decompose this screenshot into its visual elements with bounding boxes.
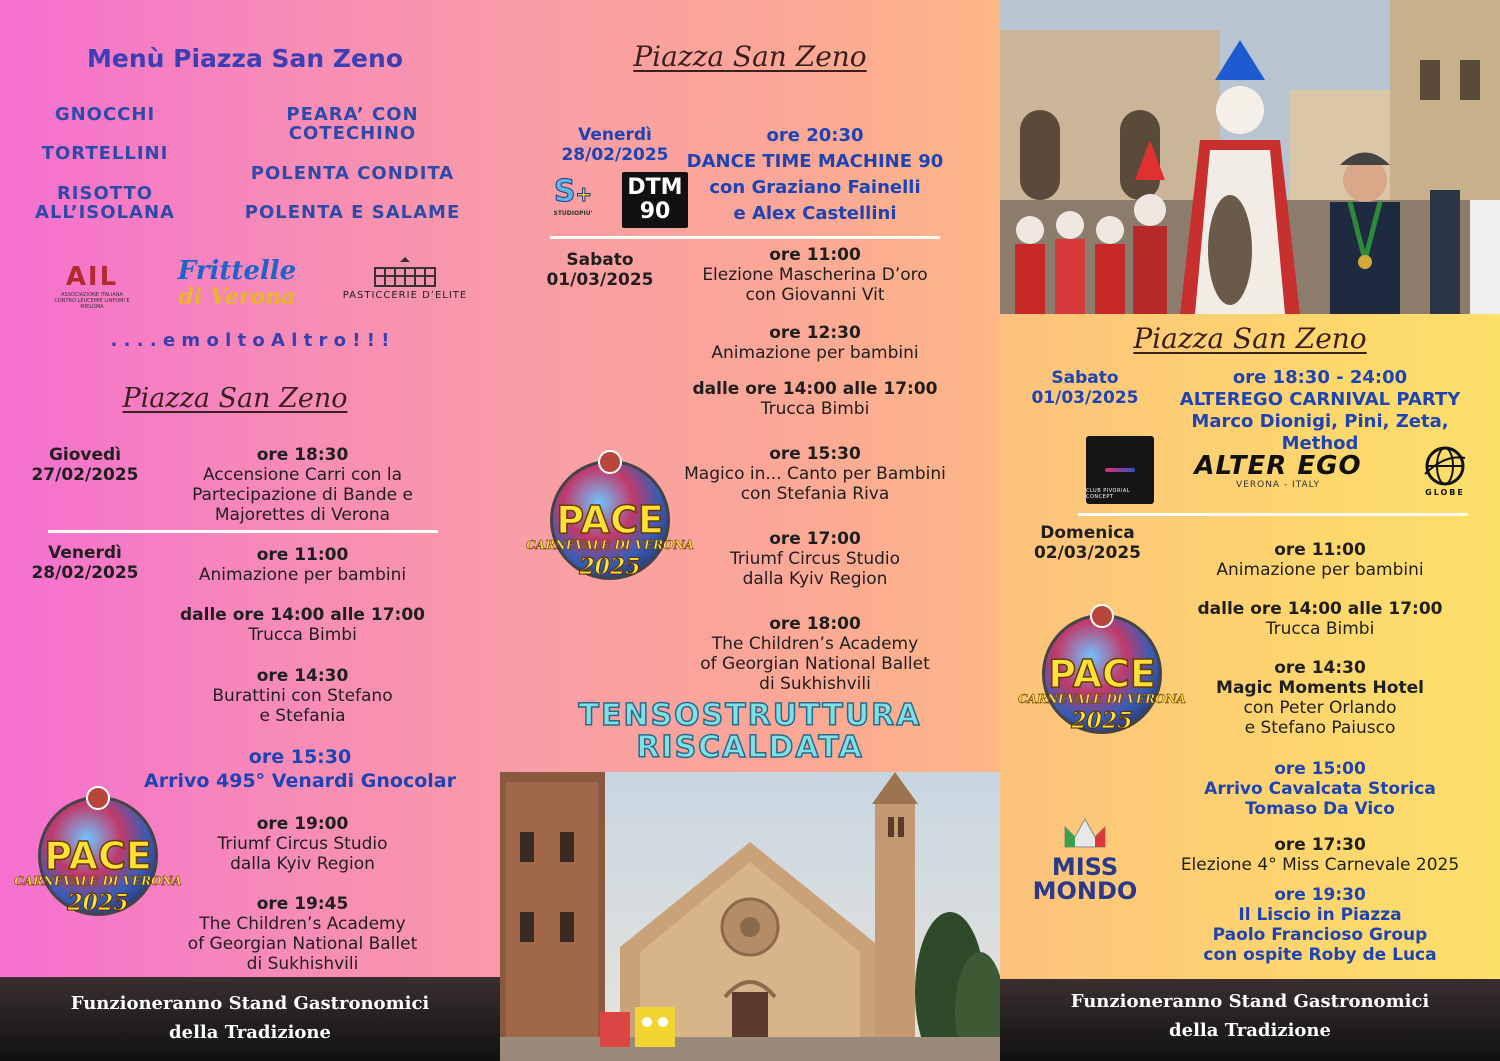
date-value: 28/02/2025 (561, 145, 669, 165)
tensostruttura-banner (540, 700, 960, 764)
menu-item-cotechino: COTECHINO (288, 123, 417, 144)
event-line: e Alex Castellini (733, 203, 897, 224)
studiopiu-text: STUDIOPIU' (553, 209, 593, 217)
pace-word: PACE (44, 834, 152, 878)
date-day: Venerdì (578, 125, 652, 145)
club-concept-logo (1086, 436, 1154, 504)
basilica-san-zeno-photo (500, 772, 1000, 1061)
event-line: Trucca Bimbi (248, 625, 357, 645)
pace-carnevale-logo (1018, 604, 1186, 744)
date-venerdi (20, 543, 150, 583)
event-domenica-1930 (1170, 885, 1470, 965)
date-day: Venerdì (48, 543, 122, 563)
event-time: ore 15:30 (769, 444, 861, 464)
event-line: Paolo Francioso Group (1212, 925, 1428, 945)
event-venerdi-trucca (170, 605, 435, 645)
event-giovedi-1830 (170, 445, 435, 525)
event-line: Animazione per bambini (1216, 560, 1424, 580)
event-venerdi-1945 (170, 894, 435, 974)
event-line: Magic Moments Hotel (1216, 678, 1424, 698)
right-heading: Piazza San Zeno (1133, 322, 1367, 355)
event-time: ore 15:00 (1274, 759, 1366, 779)
event-time: dalle ore 14:00 alle 17:00 (180, 605, 425, 625)
date-day: Domenica (1040, 523, 1135, 543)
divider (550, 236, 940, 239)
mondo-text: MONDO (1032, 877, 1138, 905)
menu-item-gnocchi: GNOCCHI (54, 104, 156, 125)
left-panel (0, 0, 500, 1061)
event-line: Magico in... Canto per Bambini (684, 464, 946, 484)
club-logo-text: CLUB PIVORIAL CONCEPT (1086, 488, 1131, 500)
menu-item-polenta-salame: POLENTA E SALAME (244, 202, 461, 223)
event-time: dalle ore 14:00 alle 17:00 (1197, 599, 1443, 619)
dtm-text: DTM (627, 175, 683, 200)
pasticcerie-logo (340, 248, 470, 308)
date-sabato-right (1020, 368, 1150, 408)
event-line: Animazione per bambini (198, 565, 407, 585)
menu-item-polenta-condita: POLENTA CONDITA (250, 163, 455, 184)
left-footer (0, 977, 500, 1061)
event-domenica-1430 (1185, 658, 1455, 738)
event-line: con Giovanni Vit (745, 285, 885, 305)
event-line: dalla Kyiv Region (230, 854, 375, 874)
event-domenica-trucca (1185, 599, 1455, 639)
event-time: ore 19:00 (256, 814, 349, 834)
pace-carnevale-logo (526, 450, 694, 590)
event-line: ALTEREGO CARNIVAL PARTY (1179, 389, 1461, 410)
event-line: di Sukhishvili (246, 954, 359, 974)
crest-icon (1090, 604, 1114, 628)
event-line: of Georgian National Ballet (187, 934, 418, 954)
event-line: Tomaso Da Vico (1245, 799, 1395, 819)
event-line: e Stefania (259, 706, 346, 726)
event-sabato-1230 (680, 323, 950, 363)
menu-item-tortellini: TORTELLINI (41, 143, 169, 164)
right-footer (1000, 979, 1500, 1061)
alterego-logo-text: ALTER EGO (1194, 451, 1362, 481)
event-time: ore 12:30 (769, 323, 861, 343)
pace-word: PACE (556, 498, 664, 542)
event-time: ore 17:00 (769, 529, 861, 549)
crown-icon (1060, 815, 1110, 851)
ail-logo-caption: ASSOCIAZIONE ITALIANA CONTRO LEUCEMIE LINFOMI E MIELOMA (54, 292, 130, 310)
left-heading: Piazza San Zeno (122, 383, 348, 414)
miss-mondo-logo (1020, 815, 1150, 903)
footer-line: Funzioneranno Stand Gastronomici (70, 993, 430, 1014)
event-line: di Sukhishvili (759, 674, 871, 694)
event-line: Elezione Mascherina D’oro (702, 265, 928, 285)
event-line: Majorettes di Verona (214, 505, 391, 525)
event-venerdi-1100 (170, 545, 435, 585)
frittelle-logo (172, 248, 302, 318)
event-line: Trucca Bimbi (1265, 619, 1375, 639)
event-line: Marco Dionigi, Pini, Zeta, Method (1191, 411, 1449, 454)
event-line: con ospite Roby de Luca (1203, 945, 1437, 965)
event-time: ore 11:00 (769, 245, 861, 265)
ail-logo-text: AIL (65, 262, 119, 292)
event-time: ore 18:00 (769, 614, 861, 634)
event-line: con Peter Orlando (1243, 698, 1397, 718)
event-line: DANCE TIME MACHINE 90 (686, 151, 944, 172)
event-line: Elezione 4° Miss Carnevale 2025 (1180, 855, 1460, 875)
divider (1078, 513, 1468, 516)
event-time: ore 17:30 (1274, 835, 1366, 855)
event-time: ore 14:30 (1274, 658, 1366, 678)
date-venerdi-mid (540, 125, 690, 165)
event-line: Burattini con Stefano (212, 686, 393, 706)
carnival-parade-photo (1000, 0, 1500, 314)
menu-item-isolana: ALL’ISOLANA (35, 202, 175, 223)
alterego-logo (1178, 446, 1378, 496)
pace-sub: CARNEVALE DI VERONA (526, 538, 694, 552)
event-line: con Stefania Riva (740, 484, 890, 504)
event-line: e Stefano Paiusco (1244, 718, 1396, 738)
pace-year: 2025 (579, 554, 641, 580)
date-domenica (1020, 523, 1155, 563)
event-sabato-1100 (680, 245, 950, 305)
event-line: Accensione Carri con la (202, 465, 403, 485)
pace-year: 2025 (1071, 708, 1133, 734)
crest-icon (86, 786, 110, 810)
date-day: Giovedì (48, 445, 122, 465)
banner-line: RISCALDATA (636, 730, 864, 765)
event-line: Arrivo Cavalcata Storica (1204, 779, 1436, 799)
event-line: of Georgian National Ballet (700, 654, 930, 674)
event-domenica-1100 (1185, 540, 1455, 580)
globe-logo (1410, 438, 1480, 502)
event-line: Il Liscio in Piazza (1238, 905, 1402, 925)
globe-icon (1423, 444, 1467, 488)
pace-sub: CARNEVALE DI VERONA (14, 874, 182, 888)
menu-item-peara: PEARA’ CON (286, 104, 419, 125)
ail-logo (52, 256, 132, 316)
event-time: ore 18:30 (256, 445, 349, 465)
footer-line: Funzioneranno Stand Gastronomici (1070, 991, 1430, 1012)
event-time: ore 14:30 (256, 666, 349, 686)
studiopiu-s-icon: S+ (553, 173, 593, 209)
frittelle-logo-line1: Frittelle (177, 256, 297, 286)
dtm-90-text: 90 (639, 199, 671, 224)
event-time: ore 19:45 (256, 894, 349, 914)
event-sabato-trucca (680, 379, 950, 419)
right-panel (1000, 0, 1500, 1061)
event-time: ore 11:00 (256, 545, 349, 565)
event-line: Animazione per bambini (711, 343, 919, 363)
date-value: 01/03/2025 (1031, 388, 1139, 408)
event-time: ore 11:00 (1274, 540, 1366, 560)
studiopiu-logo (538, 170, 608, 222)
event-venerdi-1530 (120, 745, 480, 793)
banner-line: TENSOSTRUTTURA (578, 698, 922, 733)
date-day: Sabato (1051, 368, 1119, 388)
event-domenica-1500 (1185, 759, 1455, 819)
event-venerdi-1430 (170, 666, 435, 726)
pace-carnevale-logo (14, 786, 182, 926)
date-value: 27/02/2025 (31, 465, 139, 485)
miss-text: MISS (1051, 853, 1119, 881)
date-value: 01/03/2025 (546, 270, 654, 290)
event-time: dalle ore 14:00 alle 17:00 (692, 379, 938, 399)
event-line: Triumf Circus Studio (729, 549, 901, 569)
event-sabato-1800 (680, 614, 950, 694)
pace-word: PACE (1048, 652, 1156, 696)
frittelle-logo-line2: di Verona (178, 284, 296, 310)
pasticcerie-logo-text: PASTICCERIE D’ELITE (342, 289, 468, 301)
date-sabato-mid (540, 250, 660, 290)
event-domenica-1730 (1160, 835, 1480, 875)
footer-line: della Tradizione (1169, 1020, 1331, 1041)
event-sabato-1530 (670, 444, 960, 504)
date-value: 02/03/2025 (1033, 543, 1142, 563)
event-sabato-1700 (680, 529, 950, 589)
event-time: ore 15:30 (248, 746, 352, 768)
date-value: 28/02/2025 (31, 563, 139, 583)
event-time: ore 20:30 (766, 125, 864, 146)
pace-year: 2025 (67, 890, 129, 916)
alterego-logo-sub: VERONA - ITALY (1236, 480, 1320, 490)
arena-icon (370, 256, 440, 290)
event-line: Arrivo 495° Venardi Gnocolar (144, 770, 456, 792)
event-time: ore 19:30 (1274, 885, 1366, 905)
event-line: Triumf Circus Studio (217, 834, 388, 854)
crest-icon (598, 450, 622, 474)
date-giovedi (20, 445, 150, 485)
event-line: Trucca Bimbi (760, 399, 870, 419)
event-line: The Children’s Academy (199, 914, 406, 934)
middle-panel (500, 0, 1000, 1061)
footer-line: della Tradizione (169, 1022, 331, 1043)
event-venerdi-1900 (170, 814, 435, 874)
divider (48, 530, 438, 533)
event-line: Partecipazione di Bande e (192, 485, 413, 505)
date-day: Sabato (566, 250, 634, 270)
event-dtm (675, 123, 955, 227)
pace-sub: CARNEVALE DI VERONA (1018, 692, 1186, 706)
molto-altro: . . . . e m o l t o A l t r o ! ! ! (110, 330, 390, 351)
event-line: dalla Kyiv Region (742, 569, 888, 589)
menu-item-risotto: RISOTTO (56, 183, 154, 204)
event-line: con Graziano Fainelli (709, 177, 921, 198)
globe-logo-text: GLOBE (1425, 487, 1465, 497)
event-line: The Children’s Academy (711, 634, 919, 654)
menu-title: Menù Piazza San Zeno (86, 44, 403, 73)
club-bar-icon (1105, 468, 1135, 472)
event-time: ore 18:30 - 24:00 (1232, 367, 1408, 388)
middle-heading: Piazza San Zeno (633, 40, 867, 73)
